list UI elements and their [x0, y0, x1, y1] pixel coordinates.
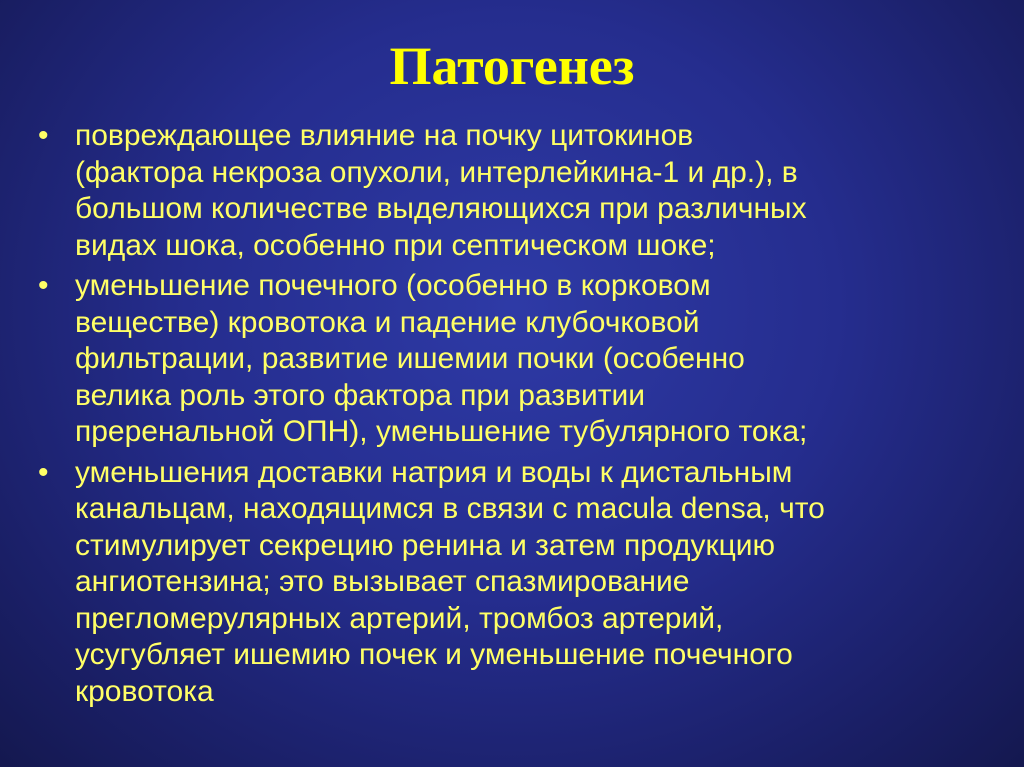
bullet-text: уменьшение почечного (особенно в корковом веществе) кровотока и падение клубочковой фильтрации, развитие ишемии почки (особенно велика роль этого фактора при развитии преренальной ОПН), уменьшение тубулярного тока;	[75, 269, 808, 448]
bullet-item	[38, 268, 978, 451]
bullet-text: повреждающее влияние на почку цитокинов (фактора некроза опухоли, интерлейкина-1 и др.), в большом количестве выделяющихся при различных видах шока, особенно при септическом шоке;	[75, 119, 807, 262]
bullet-item	[38, 118, 978, 264]
bullet-list	[38, 118, 978, 714]
bullet-item	[38, 455, 978, 711]
bullet-dot-icon: •	[38, 269, 49, 302]
bullet-dot-icon: •	[38, 455, 49, 489]
bullet-dot-icon: •	[38, 119, 49, 152]
bullet-text: уменьшения доставки натрия и воды к дистальным канальцам, находящимся в связи с macula densa, что стимулирует секрецию ренина и затем продукцию ангиотензина; это вызывает спазмирование прегломерулярных артерий, тромбоз артерий, усугубляет ишемию почек и уменьшение почечного кровотока	[75, 455, 825, 708]
slide-title: Патогенез	[389, 36, 635, 96]
